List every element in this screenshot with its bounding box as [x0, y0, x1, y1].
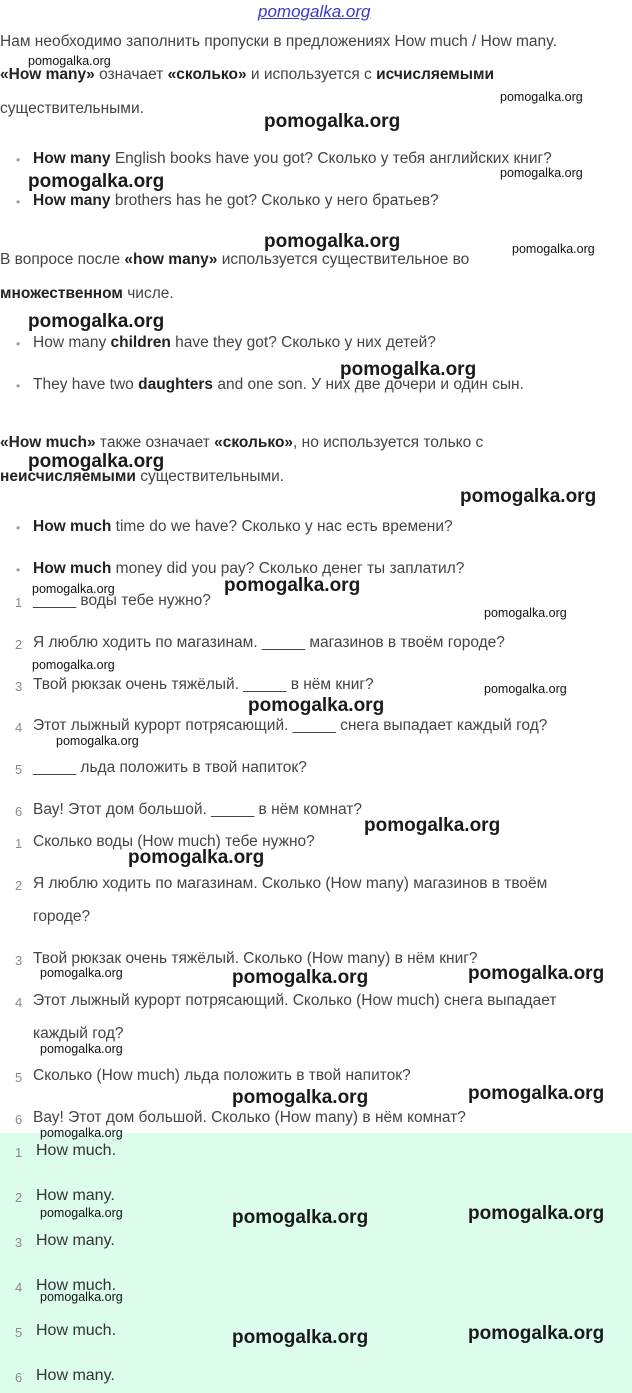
- translation-item: Я люблю ходить по магазинам. Сколько (How many) магазинов в твоём: [33, 875, 548, 892]
- watermark: pomogalka.org: [248, 695, 385, 716]
- watermark: pomogalka.org: [40, 1042, 123, 1056]
- watermark: pomogalka.org: [468, 1083, 605, 1104]
- watermark: pomogalka.org: [340, 359, 477, 380]
- intro-text: и используется с: [246, 66, 377, 83]
- note-text: используется существительное во: [217, 251, 470, 268]
- note-text: числе.: [122, 285, 174, 302]
- bullet-icon: •: [16, 521, 21, 535]
- watermark: pomogalka.org: [460, 486, 597, 507]
- note-text: В вопросе после: [0, 251, 125, 268]
- translation-item: Вау! Этот дом большой. Сколько (How many) в нём комнат?: [33, 1109, 466, 1126]
- how-many-term: «how many»: [124, 251, 218, 268]
- example-keyword: How much: [33, 560, 112, 577]
- example-keyword: How many: [33, 150, 111, 167]
- intro-line-3: существительными.: [0, 100, 144, 117]
- translation-item: Твой рюкзак очень тяжёлый. Сколько (How many) в нём книг?: [33, 950, 478, 967]
- item-number: 6: [15, 1112, 23, 1127]
- answer-number: 5: [15, 1325, 23, 1340]
- bullet-icon: •: [16, 379, 21, 393]
- watermark: pomogalka.org: [28, 171, 165, 192]
- exercise-item: Твой рюкзак очень тяжёлый. _____ в нём книг?: [33, 676, 374, 693]
- bullet-icon: •: [16, 153, 21, 167]
- example-item: [16, 150, 552, 168]
- example-keyword: children: [110, 334, 171, 351]
- intro-line-1: Нам необходимо заполнить пропуски в предложениях How much / How many.: [0, 33, 558, 50]
- note-text: , но используется только с: [293, 434, 484, 451]
- watermark: pomogalka.org: [40, 1290, 123, 1304]
- watermark: pomogalka.org: [264, 231, 401, 252]
- example-keyword: How much: [33, 518, 112, 535]
- plural-note-line-1: [0, 251, 469, 269]
- watermark: pomogalka.org: [28, 451, 165, 472]
- item-number: 5: [15, 762, 23, 777]
- item-number: 4: [15, 720, 23, 735]
- item-number: 2: [15, 637, 23, 652]
- watermark: pomogalka.org: [40, 1126, 123, 1140]
- item-number: 2: [15, 878, 23, 893]
- exercise-item: _____ льда положить в твой напиток?: [33, 759, 307, 776]
- answer-item: How many.: [36, 1367, 115, 1384]
- countable-term: исчисляемыми: [376, 66, 495, 83]
- answer-item: How many.: [36, 1232, 115, 1249]
- watermark: pomogalka.org: [232, 1207, 369, 1228]
- watermark: pomogalka.org: [56, 734, 139, 748]
- answers-panel: [0, 1133, 632, 1393]
- item-number: 5: [15, 1070, 23, 1085]
- watermark: pomogalka.org: [40, 966, 123, 980]
- exercise-item: _____ воды тебе нужно?: [33, 592, 211, 609]
- example-text: and one son. У них две дочери и один сын.: [213, 376, 524, 393]
- translation-item: Сколько воды (How much) тебе нужно?: [33, 833, 315, 850]
- skolko-term: «сколько»: [214, 434, 294, 451]
- answer-number: 3: [15, 1235, 23, 1250]
- example-text: brothers has he got? Сколько у него братьев?: [110, 192, 439, 209]
- site-logo: pomogalka.org: [258, 2, 371, 21]
- watermark: pomogalka.org: [264, 111, 401, 132]
- much-note-line-1: [0, 434, 483, 452]
- watermark: pomogalka.org: [232, 1087, 369, 1108]
- note-text: также означает: [95, 434, 215, 451]
- example-item: [16, 192, 439, 210]
- item-number: 1: [15, 595, 23, 610]
- answer-item: How many.: [36, 1187, 115, 1204]
- answer-item: How much.: [36, 1142, 117, 1159]
- uncountable-term: неисчисляемыми: [0, 468, 136, 485]
- example-keyword: daughters: [138, 376, 214, 393]
- intro-text: означает: [94, 66, 168, 83]
- item-number: 6: [15, 804, 23, 819]
- answer-item: How much.: [36, 1322, 117, 1339]
- example-text: money did you pay? Сколько денег ты заплатил?: [111, 560, 465, 577]
- example-item: [16, 518, 453, 536]
- watermark: pomogalka.org: [364, 815, 501, 836]
- answer-number: 1: [15, 1145, 23, 1160]
- example-text: They have two: [33, 376, 139, 393]
- exercise-item: Я люблю ходить по магазинам. _____ магазинов в твоём городе?: [33, 634, 505, 651]
- example-text: How many: [33, 334, 111, 351]
- example-text: have they got? Сколько у них детей?: [170, 334, 436, 351]
- answer-number: 4: [15, 1280, 23, 1295]
- watermark: pomogalka.org: [232, 967, 369, 988]
- how-many-term: «How many»: [0, 66, 95, 83]
- example-text: time do we have? Сколько у нас есть времени?: [111, 518, 453, 535]
- translation-item: Сколько (How much) льда положить в твой напиток?: [33, 1067, 411, 1084]
- intro-line-2: [0, 66, 494, 84]
- watermark: pomogalka.org: [224, 575, 361, 596]
- watermark: pomogalka.org: [232, 1327, 369, 1348]
- how-much-term: «How much»: [0, 434, 96, 451]
- answer-number: 2: [15, 1190, 23, 1205]
- watermark: pomogalka.org: [40, 1206, 123, 1220]
- watermark: pomogalka.org: [512, 242, 595, 256]
- skolko-term: «сколько»: [167, 66, 247, 83]
- watermark: pomogalka.org: [32, 658, 115, 672]
- answer-item: How much.: [36, 1277, 117, 1294]
- item-number: 3: [15, 679, 23, 694]
- watermark: pomogalka.org: [28, 54, 111, 68]
- translation-item: Этот лыжный курорт потрясающий. Сколько (How much) снега выпадает: [33, 992, 557, 1009]
- note-text: существительными.: [135, 468, 285, 485]
- example-keyword: How many: [33, 192, 111, 209]
- example-text: English books have you got? Сколько у тебя английских книг?: [110, 150, 552, 167]
- plural-note-line-2: [0, 285, 174, 303]
- watermark: pomogalka.org: [468, 1323, 605, 1344]
- plural-term: множественном: [0, 285, 123, 302]
- exercise-item: Вау! Этот дом большой. _____ в нём комнат?: [33, 801, 363, 818]
- bullet-icon: •: [16, 337, 21, 351]
- item-number: 1: [15, 836, 23, 851]
- example-item: [16, 334, 436, 352]
- bullet-icon: •: [16, 563, 21, 577]
- exercise-item: Этот лыжный курорт потрясающий. _____ снега выпадает каждый год?: [33, 717, 548, 734]
- watermark: pomogalka.org: [484, 606, 567, 620]
- watermark: pomogalka.org: [28, 311, 165, 332]
- watermark: pomogalka.org: [468, 1203, 605, 1224]
- answer-number: 6: [15, 1370, 23, 1385]
- translation-item-cont: каждый год?: [33, 1025, 124, 1042]
- watermark: pomogalka.org: [500, 90, 583, 104]
- watermark: pomogalka.org: [32, 582, 115, 596]
- watermark: pomogalka.org: [500, 166, 583, 180]
- bullet-icon: •: [16, 195, 21, 209]
- translation-item-cont: городе?: [33, 908, 91, 925]
- watermark: pomogalka.org: [128, 847, 265, 868]
- item-number: 4: [15, 995, 23, 1010]
- watermark: pomogalka.org: [484, 682, 567, 696]
- watermark: pomogalka.org: [468, 963, 605, 984]
- item-number: 3: [15, 953, 23, 968]
